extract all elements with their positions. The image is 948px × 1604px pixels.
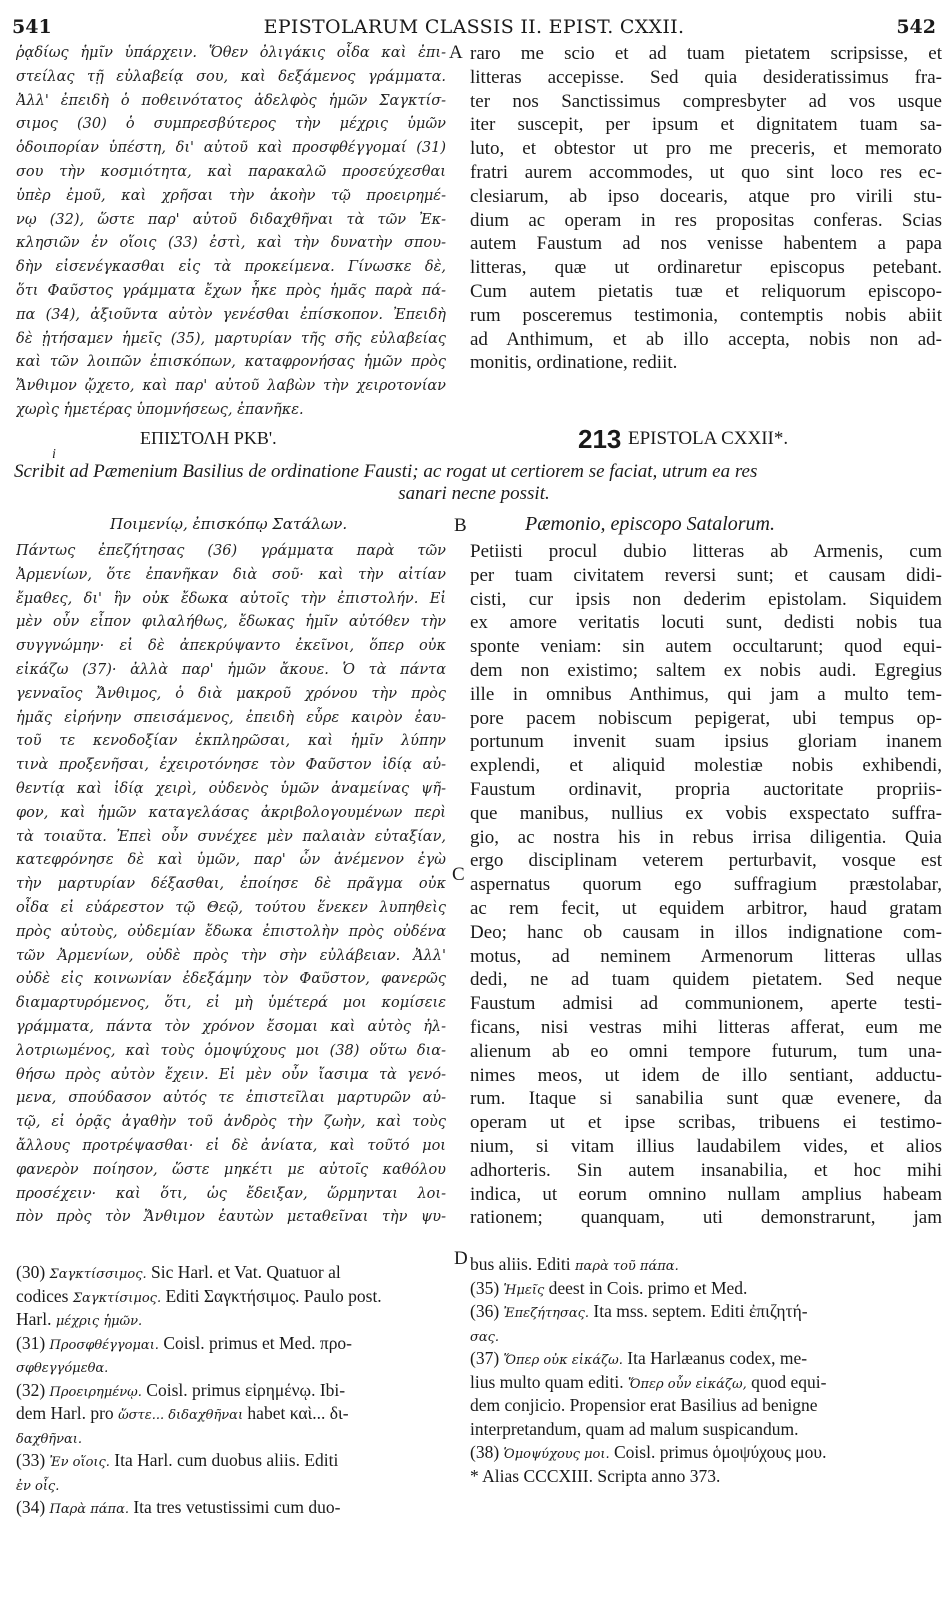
text-line: καὶ τῶν λοιπῶν ἐπισκόπων, καταφρονήσας ἡμῶν πρὸς: [16, 354, 446, 371]
text-line: raro me scio et ad tuam pietatem scripsisse, et: [470, 43, 942, 64]
footnote-rest-segment: Ita tres vetustissimi cum duo-: [128, 1497, 341, 1517]
text-line: rationem; quanquam, uti demonstrarunt, jam: [470, 1207, 942, 1229]
text-line: motus, ad neminem Armenorum litteras ullas: [470, 945, 942, 967]
footnote-lat-segment: (31): [16, 1332, 50, 1353]
text-line: Deo; hanc ob causam in illos indignatione com-: [470, 921, 942, 943]
text-line: sponte veniam: sin autem occultarunt; quod equi-: [470, 636, 942, 658]
footnote-gr-segment: παρὰ τοῦ πάπα.: [575, 1259, 679, 1274]
margin-letter-a: A: [449, 42, 463, 63]
text-line: clesiarum, ab ipso docearis, atque pro virili stu-: [470, 185, 942, 207]
footnote-lat-segment: (33): [16, 1450, 50, 1470]
latin-epistle-heading: EPISTOLA CXXII*.: [628, 428, 789, 449]
footnote-line: [470, 1254, 938, 1278]
footnote-lat-segment: (35): [470, 1277, 504, 1298]
footnote-gr-segment: Ὅπερ οὖν εἰκάζω,: [627, 1376, 747, 1392]
epistle-summary-line-2: sanari necne possit.: [398, 483, 550, 504]
text-line: portunum invenit suam ipsius gloriam inanem: [470, 731, 942, 753]
text-line: gio, ac nostra his in rebus irrisa diligentia. Quia: [470, 826, 942, 848]
footnote-gr-segment: Ἐν οἵοις.: [49, 1455, 110, 1470]
footnote-gr-segment: Προειρημένῳ.: [49, 1384, 142, 1400]
page-number-left: 541: [12, 16, 52, 38]
text-line: autem Faustum ad nos venisse habentem a papa: [470, 233, 942, 255]
text-line: σου τὴν κοσμιότητα, καὶ παρακαλῶ προσεύχεσθαι: [16, 163, 446, 180]
text-line: κλησιῶν ἐν οἵοις (33) ἐστὶ, καὶ τὴν δυνατὴν σπου-: [16, 235, 446, 252]
text-line: rum. Itaque si sanabilia sunt quæ evenere, da: [470, 1088, 942, 1110]
footnote-gr-segment: Ὁμοψύχους μοι.: [503, 1447, 610, 1462]
footnote-lat-segment: (30): [16, 1262, 50, 1282]
text-line: φανερὸν ποίησον, ὥστε μηκέτι με αὐτοῖς καθόλου: [16, 1161, 446, 1178]
summary-mark: i: [52, 447, 56, 462]
text-line: γενναῖος Ἄνθιμος, ὁ διὰ μακροῦ χρόνου τὴν πρὸς: [16, 685, 446, 702]
text-line: Petiisti procul dubio litteras ab Armenis, cum: [470, 541, 942, 562]
greek-text-previous-letter: [16, 42, 446, 423]
text-line: nimes meos, ut idem de illo sentiant, adductu-: [470, 1064, 942, 1086]
footnote-lat-segment: (37): [470, 1348, 504, 1368]
text-line: aspernatus quorum ego suffragium præstolabar,: [470, 874, 942, 896]
footnote-line: [470, 1372, 938, 1396]
footnote-rest-segment: Ita mss. septem. Editi ἐπιζητή-: [589, 1301, 808, 1321]
epistle-summary-line-1: Scribit ad Pæmenium Basilius de ordinatione Fausti; ac rogat ut certiorem se faciat, utrum ea res: [14, 461, 758, 482]
latin-text-main: [470, 540, 942, 1230]
text-line: ac rem fecit, ut equidem arbitror, haud gratam: [470, 897, 942, 919]
latin-text-previous-letter: [470, 42, 942, 375]
footnote-gr-segment: Παρὰ πάπα.: [49, 1502, 129, 1517]
footnote-rest-segment: deest in Cois. primo et Med.: [544, 1277, 748, 1298]
footnote-rest-segment: quod equi-: [746, 1371, 827, 1392]
text-line: δὲ ᾐτήσαμεν ἡμεῖς (35), μαρτυρίαν τῆς σῆς εὐλαβείας: [16, 330, 446, 347]
footnote-gr-segment: Σαγκτίσιμος.: [72, 1290, 162, 1306]
text-line: litteras, quæ ut ordinaretur episcopus petebant.: [470, 257, 942, 279]
page-number-right: 542: [896, 16, 936, 38]
text-line: συγγνώμην· εἰ δὲ ἀπεκρύψαντο ἐκεῖνοι, ὅπερ οὐκ: [16, 638, 446, 655]
text-line: ῥᾳδίως ἡμῖν ὑπάρχειν. Ὅθεν ὀλιγάκις οἶδα καὶ ἐπι-: [16, 45, 446, 61]
text-line: Cum autem pietatis tuæ et reliquorum episcopo-: [470, 280, 942, 302]
footnote-line: [16, 1450, 444, 1474]
footnote-line: [16, 1380, 444, 1404]
text-line: monitis, ordinatione, rediit.: [470, 352, 678, 374]
text-line: ἡμᾶς εἰρήνην σπεισάμενος, ἐπειδὴ εὗρε καιρὸν ἑαυ-: [16, 709, 446, 726]
text-line: fratri aurem accommodes, ut quo sint loco res ec-: [470, 161, 942, 183]
text-line: ὁδοιπορίαν ὑπέστη, δι' αὐτοῦ καὶ προσφθέγγομαί (31): [16, 140, 446, 157]
footnote-gr-segment: Σαγκτίσσιμος.: [49, 1267, 147, 1282]
footnote-rest-segment: Sic Harl. et Vat. Quatuor al: [146, 1262, 341, 1282]
text-line: σιμος (30) ὁ συμπρεσβύτερος τὴν μέχρις ὑμῶν: [16, 116, 446, 133]
text-line: ad Anthimum, et ab illo accepta, nobis non ad-: [470, 328, 942, 350]
text-line: μενα, σπούδασον αὐτός τε ἐπιστεῖλαι μαρτυρῶν αὐ-: [16, 1090, 446, 1107]
text-line: ficans, nisi vestras mihi litteras afferat, eum me: [470, 1016, 942, 1038]
text-line: χωρὶς ἡμετέρας ὑπομνήσεως, ἐπανῆκε.: [16, 401, 304, 418]
text-line: εἰκάζω (37)· ἀλλὰ παρ' ἡμῶν ἄκουε. Ὁ τὰ πάντα: [16, 661, 446, 678]
text-line: ergo disciplinam veterem perturbavit, vosque est: [470, 850, 942, 872]
footnote-rest-segment: Coisl. primus εἰρημένῳ. Ibi-: [141, 1379, 346, 1400]
text-line: adhorteris. Sin autem insanabilia, et hoc mihi: [470, 1159, 942, 1181]
footnote-line: [470, 1278, 938, 1302]
footnote-gr-segment: δαχθῆναι.: [16, 1431, 83, 1447]
text-line: πα (34), ἀξιοῦντα αὐτὸν γενέσθαι ἐπίσκοπον. Ἐπειδὴ: [16, 306, 446, 323]
text-line: λοτριωμένος, καὶ τοὺς ὁμοψύχους μοι (38) οὕτω δια-: [16, 1042, 446, 1059]
footnote-line: [16, 1286, 444, 1310]
footnote-line: [16, 1427, 444, 1451]
greek-text-main: [16, 540, 446, 1230]
text-line: θήσω πρὸς αὐτὸν ἔχειν. Εἰ μὲν οὖν ἴασιμα τὰ γενό-: [16, 1066, 446, 1083]
text-line: que manibus, nullius ex vobis exspectato suffra-: [470, 802, 942, 824]
footnote-gr-segment: μέχρις ἡμῶν.: [55, 1314, 143, 1329]
footnote-gr-segment: Ὅπερ οὐκ εἰκάζω.: [503, 1353, 623, 1368]
footnote-line: [16, 1333, 444, 1357]
footnote-line: [470, 1442, 938, 1466]
text-line: rum posceremus testimonia, contemptis nobis abiit: [470, 304, 942, 326]
text-line: στείλας τῇ εὐλαβείᾳ σου, καὶ δεξάμενος γράμματα.: [16, 68, 446, 85]
text-line: τῷ, εἰ ὁρᾷς ἀγαθὴν τοῦ ἀνδρὸς τὴν ζωὴν, καὶ τοὺς: [16, 1114, 446, 1131]
text-line: νῳ (32), ὥστε παρ' αὐτοῦ διδαχθῆναι τὰ τῶν Ἐκ-: [16, 211, 446, 228]
text-line: ὅτι Φαῦστος γράμματα ἔχων ἧκε πρὸς ἡμᾶς παρὰ πά-: [16, 282, 446, 299]
text-line: Faustum admisi ad communionem, aperte testi-: [470, 993, 942, 1015]
footnote-line: [470, 1466, 938, 1490]
margin-letter-c: C: [452, 864, 465, 885]
footnote-gr-segment: σας.: [470, 1329, 500, 1345]
text-line: πὸν πρὸς τὸν Ἄνθιμον ἑαυτὼν μεταθεῖναι τὴν ψυ-: [16, 1209, 446, 1226]
text-line: θεντίᾳ καὶ ἰδίᾳ χειρὶ, οὐδενὸς ὑμῶν ἀναμείνας ψῆ-: [16, 780, 446, 797]
text-line: πρὸς αὐτοὺς, οὐδεμίαν ἔδωκα ἐπιστολὴν πρὸς οὐδένα: [16, 923, 446, 940]
footnote-lat-segment: codices: [16, 1285, 73, 1306]
text-line: Ἄνθιμον ᾤχετο, καὶ παρ' αὐτοῦ λαβὼν τὴν χειροτονίαν: [16, 378, 446, 395]
footnote-lat-segment: (38): [470, 1442, 504, 1462]
footnote-line: [16, 1309, 444, 1333]
text-line: dedi, ne ad tuam quidem pietatem. Sed neque: [470, 969, 942, 991]
footnote-rest-segment: Editi Σαγκτήσιμος. Paulo post.: [161, 1285, 382, 1306]
text-line: ἔμαθες, δι' ἣν οὐκ ἔδωκα αὐτοῖς τὴν ἐπιστολήν. Εἰ: [16, 590, 446, 607]
footnote-lat-segment: Harl.: [16, 1309, 56, 1329]
footnote-line: [16, 1403, 444, 1427]
footnote-gr-segment: Προσφθέγγομαι.: [49, 1337, 159, 1353]
footnote-line: [470, 1395, 938, 1419]
footnote-line: [470, 1348, 938, 1372]
greek-epistle-heading: ΕΠΙΣΤΟΛΗ ΡΚΒ'.: [140, 428, 277, 448]
text-line: nium, si vitam illius laudabilem vides, et alios: [470, 1135, 942, 1157]
footnotes-left: [16, 1262, 444, 1521]
footnotes-right: [470, 1254, 938, 1489]
footnote-line: [470, 1325, 938, 1349]
text-line: Πάντως ἐπεζήτησας (36) γράμματα παρὰ τῶν: [16, 543, 446, 559]
running-title: EPISTOLARUM CLASSIS II. EPIST. CXXII.: [263, 16, 685, 38]
footnote-line: [16, 1356, 444, 1380]
text-line: Ἀλλ' ἐπειδὴ ὁ ποθεινότατος ἀδελφὸς ἡμῶν Σαγκτίσ-: [16, 92, 446, 109]
epistle-number: 213: [578, 424, 622, 454]
footnote-lat-segment: lius multo quam editi.: [470, 1371, 628, 1392]
footnote-line: [16, 1497, 444, 1521]
text-line: cisti, cur ipsis non dederim epistolam. Siquidem: [470, 588, 942, 610]
text-line: operam ut et ipse scribas, tribuens ei testimo-: [470, 1112, 942, 1134]
footnote-gr-segment: Ἡμεῖς: [503, 1282, 545, 1298]
footnote-gr-segment: Ἐπεζήτησας.: [503, 1306, 590, 1321]
footnote-gr-segment: ὥστε... διδαχθῆναι: [118, 1408, 244, 1423]
footnote-lat-segment: bus aliis. Editi: [470, 1254, 575, 1274]
text-line: οὐδὲ εἰς κοινωνίαν ἐδεξάμην τὸν Φαῦστον, φανερῶς: [16, 971, 446, 988]
text-line: τοῦ τε κενοδοξίαν ἐκπληρῶσαι, καὶ ἡμῖν λύπην: [16, 733, 446, 750]
text-line: explendi, et aliquid molestiæ nobis exhibendi,: [470, 755, 942, 777]
footnote-lat-segment: (34): [16, 1497, 50, 1517]
text-line: προσέχειν· καὶ ὅτι, ὡς ἔδειξαν, ὥρμηνται λοι-: [16, 1185, 446, 1202]
footnote-gr-segment: ἐν οἷς.: [16, 1478, 60, 1494]
text-line: τὴν μαρτυρίαν δέξασθαι, ἐποίησε δὲ πρᾶγμα οὐκ: [16, 876, 446, 893]
text-line: τὰ τοιαῦτα. Ἐπεὶ οὖν συνέχεε μὲν παλαιὰν εὐταξίαν,: [16, 828, 446, 845]
latin-address: Pæmonio, episcopo Satalorum.: [525, 513, 775, 535]
footnote-lat-segment: (32): [16, 1379, 50, 1400]
text-line: οἶδα εἰ εὐάρεστον τῷ Θεῷ, τούτου ἕνεκεν λυπηθεὶς: [16, 899, 446, 916]
text-line: alienum ab eo omni tempore futurum, tum una-: [470, 1040, 942, 1062]
text-line: Faustum ordinavit, propria auctoritate propriis-: [470, 778, 942, 800]
text-line: διαμαρτυρόμενος, ὅτι, εἰ μὴ ὑμέτερά μοι κομίσειε: [16, 995, 446, 1012]
footnote-line: [470, 1301, 938, 1325]
text-line: per tuam civitatem reversi sunt; et causam didi-: [470, 564, 942, 586]
footnote-rest-segment: Coisl. primus et Med. προ-: [158, 1332, 352, 1353]
text-line: δὴν εἰσενέγκασθαι εἰς τὰ προκείμενα. Γίνωσκε δὲ,: [16, 259, 446, 276]
text-line: ter nos Sanctissimus compresbyter ad vos usque: [470, 90, 942, 112]
footnote-line: [470, 1419, 938, 1443]
greek-address: Ποιμενίῳ, ἐπισκόπῳ Σατάλων.: [110, 515, 348, 533]
text-line: γράμματα, πάντα τὸν χρόνον ἔσομαι καὶ αὐτὸς ἠλ-: [16, 1018, 446, 1035]
footnote-lat-segment: (36): [470, 1301, 504, 1321]
text-line: iter suscepit, per ipsum et dignitatem tuam sa-: [470, 114, 942, 136]
footnote-rest-segment: Ita Harlæanus codex, me-: [622, 1348, 808, 1368]
footnote-lat-segment: dem Harl. pro: [16, 1403, 119, 1423]
text-line: τινὰ προξενῆσαι, ἐχειροτόνησε τὸν Φαῦστον ἰδίᾳ αὐ-: [16, 757, 446, 774]
footnote-line: [16, 1474, 444, 1498]
footnote-rest-segment: habet καὶ... δι-: [243, 1403, 349, 1423]
text-line: luto, et obtestor ut pro me preceris, et memorato: [470, 138, 942, 160]
text-line: ἄλλους προτρέψασθαι· εἰ δὲ ἀνίατα, καὶ τοῦτό μοι: [16, 1137, 446, 1154]
text-line: ex amore veritatis locuti sunt, dedisti nobis tua: [470, 612, 942, 634]
footnote-line: [16, 1262, 444, 1286]
text-line: pore pacem nobiscum pepigerat, ubi tempus op-: [470, 707, 942, 729]
text-line: Ἀρμενίων, ὅτε ἐπανῆκαν διὰ σοῦ· καὶ τὴν αἰτίαν: [16, 566, 446, 583]
text-line: litteras accepisse. Sed quia desideratissimus fra-: [470, 66, 942, 88]
text-line: indica, ut eorum omnino nullam amplius habeam: [470, 1183, 942, 1205]
margin-letter-b: B: [454, 515, 467, 536]
footnote-lat-segment: * Alias CCCXIII. Scripta anno 373.: [470, 1465, 721, 1486]
footnote-lat-segment: interpretandum, quam ad malum suspicandum.: [470, 1418, 799, 1439]
footnote-rest-segment: Coisl. primus ὁμοψύχους μου.: [609, 1442, 827, 1462]
margin-letter-d: D: [454, 1248, 468, 1269]
text-line: dem non existimo; saltem ex nobis audi. Egregius: [470, 659, 942, 681]
text-line: dium ac operam in res propositas conferas. Scias: [470, 209, 942, 231]
text-line: φον, καὶ ἡμῶν καταγελάσας ἀκριβολογουμένων περὶ: [16, 804, 446, 821]
text-line: μὲν οὖν εἶπον φιλαλήθως, ἔδωκας ἡμῖν αὐτόθεν τὴν: [16, 614, 446, 631]
footnote-lat-segment: dem conjicio. Propensior erat Basilius ad benigne: [470, 1395, 818, 1415]
footnote-gr-segment: σφθεγγόμεθα.: [16, 1361, 109, 1376]
text-line: κατεφρόνησε δὲ καὶ ὑμῶν, παρ' ὧν ἀνέμενον ἐγὼ: [16, 852, 446, 869]
text-line: τῶν Ἀρμενίων, οὐδὲ πρὸς τὴν σὴν εὐλάβειαν. Ἀλλ': [16, 947, 446, 964]
text-line: ille in omnibus Anthimus, qui jam a multo tem-: [470, 683, 942, 705]
text-line: ὑπὲρ ἐμοῦ, καὶ χρῆσαι τὴν ἀκοὴν τῷ προειρημέ-: [16, 187, 446, 204]
footnote-rest-segment: Ita Harl. cum duobus aliis. Editi: [109, 1450, 339, 1470]
